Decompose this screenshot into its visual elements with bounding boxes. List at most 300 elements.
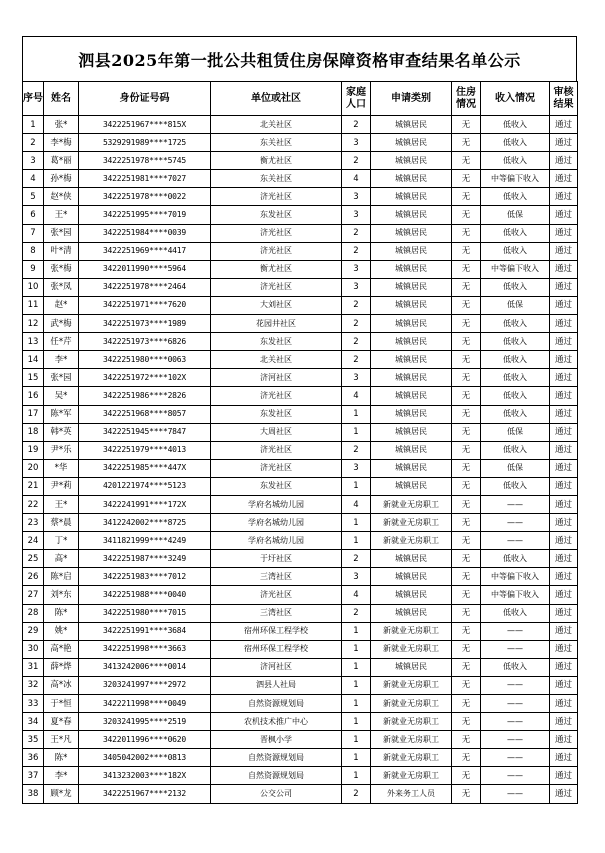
income-status: —— [481,695,550,713]
review-result: 通过 [550,640,578,658]
household-size: 3 [342,188,371,206]
row-index: 6 [23,206,44,224]
id-number: 3422251968****8057 [79,405,211,423]
income-status: 低收入 [481,333,550,351]
review-result: 通过 [550,315,578,333]
id-number: 3422251971****7620 [79,296,211,314]
income-status: 中等偏下收入 [481,586,550,604]
id-number: 3412242002****8725 [79,514,211,532]
income-status: 低保 [481,296,550,314]
unit-or-community: 衡尤社区 [211,152,342,170]
application-category: 城镇居民 [371,333,452,351]
id-number: 3422251973****1989 [79,315,211,333]
applicant-name: 李*梅 [44,134,79,152]
application-category: 城镇居民 [371,206,452,224]
application-category: 新就业无房职工 [371,767,452,785]
application-category: 城镇居民 [371,260,452,278]
row-index: 20 [23,459,44,477]
application-category: 城镇居民 [371,296,452,314]
id-number: 3422251987****3249 [79,550,211,568]
review-result: 通过 [550,459,578,477]
income-status: —— [481,676,550,694]
household-size: 4 [342,170,371,188]
unit-or-community: 宿州环保工程学校 [211,640,342,658]
review-result: 通过 [550,514,578,532]
unit-or-community: 东关社区 [211,170,342,188]
applicant-name: 武*梅 [44,315,79,333]
unit-or-community: 花园井社区 [211,315,342,333]
applicant-name: 韩*英 [44,423,79,441]
table-row [23,731,578,749]
table-row [23,695,578,713]
unit-or-community: 济河社区 [211,658,342,676]
unit-or-community: 学府名城幼儿园 [211,514,342,532]
household-size: 1 [342,731,371,749]
housing-status: 无 [452,640,481,658]
id-number: 3422251980****0063 [79,351,211,369]
household-size: 1 [342,405,371,423]
application-category: 城镇居民 [371,369,452,387]
review-result: 通过 [550,441,578,459]
id-number: 3203241997****2972 [79,676,211,694]
review-result: 通过 [550,116,578,134]
unit-or-community: 宿州环保工程学校 [211,622,342,640]
income-status: 低保 [481,423,550,441]
table-row [23,224,578,242]
applicant-name: 赵*侠 [44,188,79,206]
review-result: 通过 [550,242,578,260]
unit-or-community: 济光社区 [211,242,342,260]
application-category: 城镇居民 [371,387,452,405]
application-category: 城镇居民 [371,604,452,622]
id-number: 3422251983****7012 [79,568,211,586]
unit-or-community: 晋枫小学 [211,731,342,749]
applicant-name: 孙*梅 [44,170,79,188]
unit-or-community: 农机技术推广中心 [211,713,342,731]
table-row [23,495,578,513]
application-category: 城镇居民 [371,405,452,423]
income-status: 低收入 [481,351,550,369]
table-row [23,206,578,224]
applicant-name: 叶*清 [44,242,79,260]
applicant-name: 薛*烨 [44,658,79,676]
household-size: 3 [342,206,371,224]
housing-status: 无 [452,550,481,568]
id-number: 3422011990****5964 [79,260,211,278]
table-row [23,242,578,260]
housing-status: 无 [452,170,481,188]
application-category: 新就业无房职工 [371,731,452,749]
housing-status: 无 [452,188,481,206]
id-number: 3422251995****7019 [79,206,211,224]
review-result: 通过 [550,423,578,441]
review-result: 通过 [550,387,578,405]
applicant-name: 陈* [44,604,79,622]
unit-or-community: 公交公司 [211,785,342,803]
review-result: 通过 [550,749,578,767]
application-category: 新就业无房职工 [371,640,452,658]
result-table [22,81,578,804]
housing-status: 无 [452,532,481,550]
table-row [23,116,578,134]
review-result: 通过 [550,622,578,640]
applicant-name: 蔡*晨 [44,514,79,532]
header-household-size: 家庭人口 [342,82,371,116]
unit-or-community: 济河社区 [211,369,342,387]
row-index: 28 [23,604,44,622]
unit-or-community: 学府名城幼儿园 [211,532,342,550]
header-row [23,82,578,116]
unit-or-community: 东发社区 [211,477,342,495]
row-index: 36 [23,749,44,767]
unit-or-community: 三湾社区 [211,568,342,586]
income-status: 低收入 [481,477,550,495]
row-index: 2 [23,134,44,152]
application-category: 城镇居民 [371,224,452,242]
applicant-name: 陈*启 [44,568,79,586]
table-row [23,296,578,314]
review-result: 通过 [550,676,578,694]
household-size: 2 [342,441,371,459]
application-category: 新就业无房职工 [371,713,452,731]
household-size: 1 [342,640,371,658]
review-result: 通过 [550,333,578,351]
id-number: 5329291989****1725 [79,134,211,152]
row-index: 27 [23,586,44,604]
review-result: 通过 [550,188,578,206]
review-result: 通过 [550,405,578,423]
review-result: 通过 [550,134,578,152]
row-index: 37 [23,767,44,785]
unit-or-community: 济光社区 [211,441,342,459]
table-row [23,152,578,170]
id-number: 3422251969****4417 [79,242,211,260]
applicant-name: 高*冰 [44,676,79,694]
row-index: 11 [23,296,44,314]
household-size: 2 [342,333,371,351]
review-result: 通过 [550,170,578,188]
id-number: 3422251980****7015 [79,604,211,622]
housing-status: 无 [452,333,481,351]
unit-or-community: 东发社区 [211,333,342,351]
row-index: 34 [23,713,44,731]
applicant-name: 张*园 [44,369,79,387]
unit-or-community: 济光社区 [211,459,342,477]
id-number: 3422251988****0040 [79,586,211,604]
housing-status: 无 [452,441,481,459]
housing-status: 无 [452,695,481,713]
row-index: 29 [23,622,44,640]
row-index: 9 [23,260,44,278]
review-result: 通过 [550,206,578,224]
application-category: 城镇居民 [371,134,452,152]
applicant-name: 丁* [44,532,79,550]
table-row [23,134,578,152]
household-size: 1 [342,622,371,640]
review-result: 通过 [550,550,578,568]
id-number: 3422251984****0039 [79,224,211,242]
applicant-name: 王* [44,495,79,513]
id-number: 3422251972****102X [79,369,211,387]
income-status: 低保 [481,206,550,224]
housing-status: 无 [452,514,481,532]
row-index: 16 [23,387,44,405]
income-status: —— [481,749,550,767]
income-status: 低收入 [481,441,550,459]
row-index: 18 [23,423,44,441]
applicant-name: 任*芹 [44,333,79,351]
applicant-name: 赵* [44,296,79,314]
unit-or-community: 衡尤社区 [211,260,342,278]
id-number: 3422251991****3684 [79,622,211,640]
table-row [23,278,578,296]
housing-status: 无 [452,116,481,134]
unit-or-community: 济光社区 [211,586,342,604]
housing-status: 无 [452,785,481,803]
household-size: 3 [342,260,371,278]
table-row [23,387,578,405]
income-status: —— [481,767,550,785]
housing-status: 无 [452,604,481,622]
household-size: 1 [342,514,371,532]
id-number: 3422241991****172X [79,495,211,513]
household-size: 2 [342,224,371,242]
housing-status: 无 [452,731,481,749]
row-index: 22 [23,495,44,513]
table-row [23,568,578,586]
id-number: 3422251978****5745 [79,152,211,170]
housing-status: 无 [452,477,481,495]
table-row [23,477,578,495]
household-size: 3 [342,459,371,477]
id-number: 3422251985****447X [79,459,211,477]
header-name: 姓名 [44,82,79,116]
housing-status: 无 [452,278,481,296]
applicant-name: 尹*莉 [44,477,79,495]
applicant-name: 李* [44,351,79,369]
income-status: 低收入 [481,658,550,676]
review-result: 通过 [550,495,578,513]
housing-status: 无 [452,459,481,477]
review-result: 通过 [550,568,578,586]
row-index: 4 [23,170,44,188]
household-size: 2 [342,315,371,333]
unit-or-community: 济光社区 [211,387,342,405]
table-row [23,604,578,622]
household-size: 2 [342,604,371,622]
application-category: 城镇居民 [371,170,452,188]
review-result: 通过 [550,767,578,785]
row-index: 12 [23,315,44,333]
row-index: 33 [23,695,44,713]
table-row [23,514,578,532]
review-result: 通过 [550,477,578,495]
table-row [23,767,578,785]
application-category: 城镇居民 [371,586,452,604]
table-row [23,423,578,441]
unit-or-community: 学府名城幼儿园 [211,495,342,513]
applicant-name: 刘*东 [44,586,79,604]
applicant-name: 尹*乐 [44,441,79,459]
row-index: 26 [23,568,44,586]
header-index: 序号 [23,82,44,116]
household-size: 1 [342,423,371,441]
review-result: 通过 [550,532,578,550]
unit-or-community: 济光社区 [211,224,342,242]
income-status: 低收入 [481,315,550,333]
income-status: —— [481,785,550,803]
application-category: 新就业无房职工 [371,695,452,713]
row-index: 1 [23,116,44,134]
housing-status: 无 [452,134,481,152]
housing-status: 无 [452,260,481,278]
housing-status: 无 [452,387,481,405]
applicant-name: 王* [44,206,79,224]
table-row [23,532,578,550]
unit-or-community: 大周社区 [211,423,342,441]
table-row [23,676,578,694]
applicant-name: 王*凡 [44,731,79,749]
id-number: 3422251981****7027 [79,170,211,188]
table-row [23,622,578,640]
housing-status: 无 [452,622,481,640]
housing-status: 无 [452,224,481,242]
review-result: 通过 [550,695,578,713]
housing-status: 无 [452,586,481,604]
housing-status: 无 [452,423,481,441]
header-housing: 住房情况 [452,82,481,116]
id-number: 3411821999****4249 [79,532,211,550]
housing-status: 无 [452,767,481,785]
id-number: 3203241995****2519 [79,713,211,731]
review-result: 通过 [550,658,578,676]
applicant-name: 顾*龙 [44,785,79,803]
application-category: 新就业无房职工 [371,676,452,694]
table-row [23,260,578,278]
household-size: 1 [342,676,371,694]
row-index: 25 [23,550,44,568]
id-number: 3405042002****0813 [79,749,211,767]
review-result: 通过 [550,224,578,242]
header-unit: 单位或社区 [211,82,342,116]
review-result: 通过 [550,586,578,604]
id-number: 3422211998****0049 [79,695,211,713]
income-status: 中等偏下收入 [481,568,550,586]
table-row [23,586,578,604]
household-size: 1 [342,695,371,713]
application-category: 城镇居民 [371,278,452,296]
unit-or-community: 大刘社区 [211,296,342,314]
household-size: 2 [342,550,371,568]
household-size: 1 [342,658,371,676]
household-size: 1 [342,749,371,767]
housing-status: 无 [452,206,481,224]
application-category: 城镇居民 [371,152,452,170]
income-status: —— [481,640,550,658]
income-status: —— [481,495,550,513]
id-number: 3422011996****0620 [79,731,211,749]
id-number: 3422251978****2464 [79,278,211,296]
review-result: 通过 [550,369,578,387]
application-category: 新就业无房职工 [371,532,452,550]
income-status: —— [481,622,550,640]
applicant-name: 吴* [44,387,79,405]
table-row [23,550,578,568]
income-status: —— [481,514,550,532]
applicant-name: 姚* [44,622,79,640]
applicant-name: 陈* [44,749,79,767]
row-index: 3 [23,152,44,170]
household-size: 2 [342,242,371,260]
income-status: 低收入 [481,242,550,260]
id-number: 4201221974****5123 [79,477,211,495]
table-row [23,333,578,351]
housing-status: 无 [452,676,481,694]
table-row [23,315,578,333]
unit-or-community: 北关社区 [211,116,342,134]
id-number: 3422251945****7847 [79,423,211,441]
applicant-name: *华 [44,459,79,477]
table-row [23,405,578,423]
review-result: 通过 [550,296,578,314]
income-status: —— [481,713,550,731]
income-status: 低保 [481,459,550,477]
application-category: 城镇居民 [371,242,452,260]
application-category: 新就业无房职工 [371,514,452,532]
header-category: 申请类别 [371,82,452,116]
income-status: 低收入 [481,369,550,387]
row-index: 5 [23,188,44,206]
unit-or-community: 于圩社区 [211,550,342,568]
row-index: 21 [23,477,44,495]
application-category: 城镇居民 [371,351,452,369]
income-status: 中等偏下收入 [481,260,550,278]
income-status: 低收入 [481,134,550,152]
applicant-name: 高*艳 [44,640,79,658]
review-result: 通过 [550,152,578,170]
table-row [23,640,578,658]
id-number: 3413232003****182X [79,767,211,785]
unit-or-community: 泗县人社局 [211,676,342,694]
application-category: 新就业无房职工 [371,749,452,767]
household-size: 4 [342,387,371,405]
household-size: 3 [342,278,371,296]
table-row [23,749,578,767]
document-title: 泗县2025年第一批公共租赁住房保障资格审查结果名单公示 [22,36,577,81]
housing-status: 无 [452,315,481,333]
income-status: —— [481,532,550,550]
applicant-name: 李* [44,767,79,785]
income-status: —— [481,731,550,749]
income-status: 低收入 [481,152,550,170]
applicant-name: 夏*春 [44,713,79,731]
applicant-name: 葛*丽 [44,152,79,170]
income-status: 低收入 [481,387,550,405]
row-index: 8 [23,242,44,260]
table-row [23,441,578,459]
table-row [23,369,578,387]
row-index: 35 [23,731,44,749]
row-index: 19 [23,441,44,459]
row-index: 31 [23,658,44,676]
application-category: 城镇居民 [371,568,452,586]
unit-or-community: 自然资源规划局 [211,695,342,713]
housing-status: 无 [452,242,481,260]
table-row [23,188,578,206]
id-number: 3422251998****3663 [79,640,211,658]
housing-status: 无 [452,369,481,387]
housing-status: 无 [452,713,481,731]
